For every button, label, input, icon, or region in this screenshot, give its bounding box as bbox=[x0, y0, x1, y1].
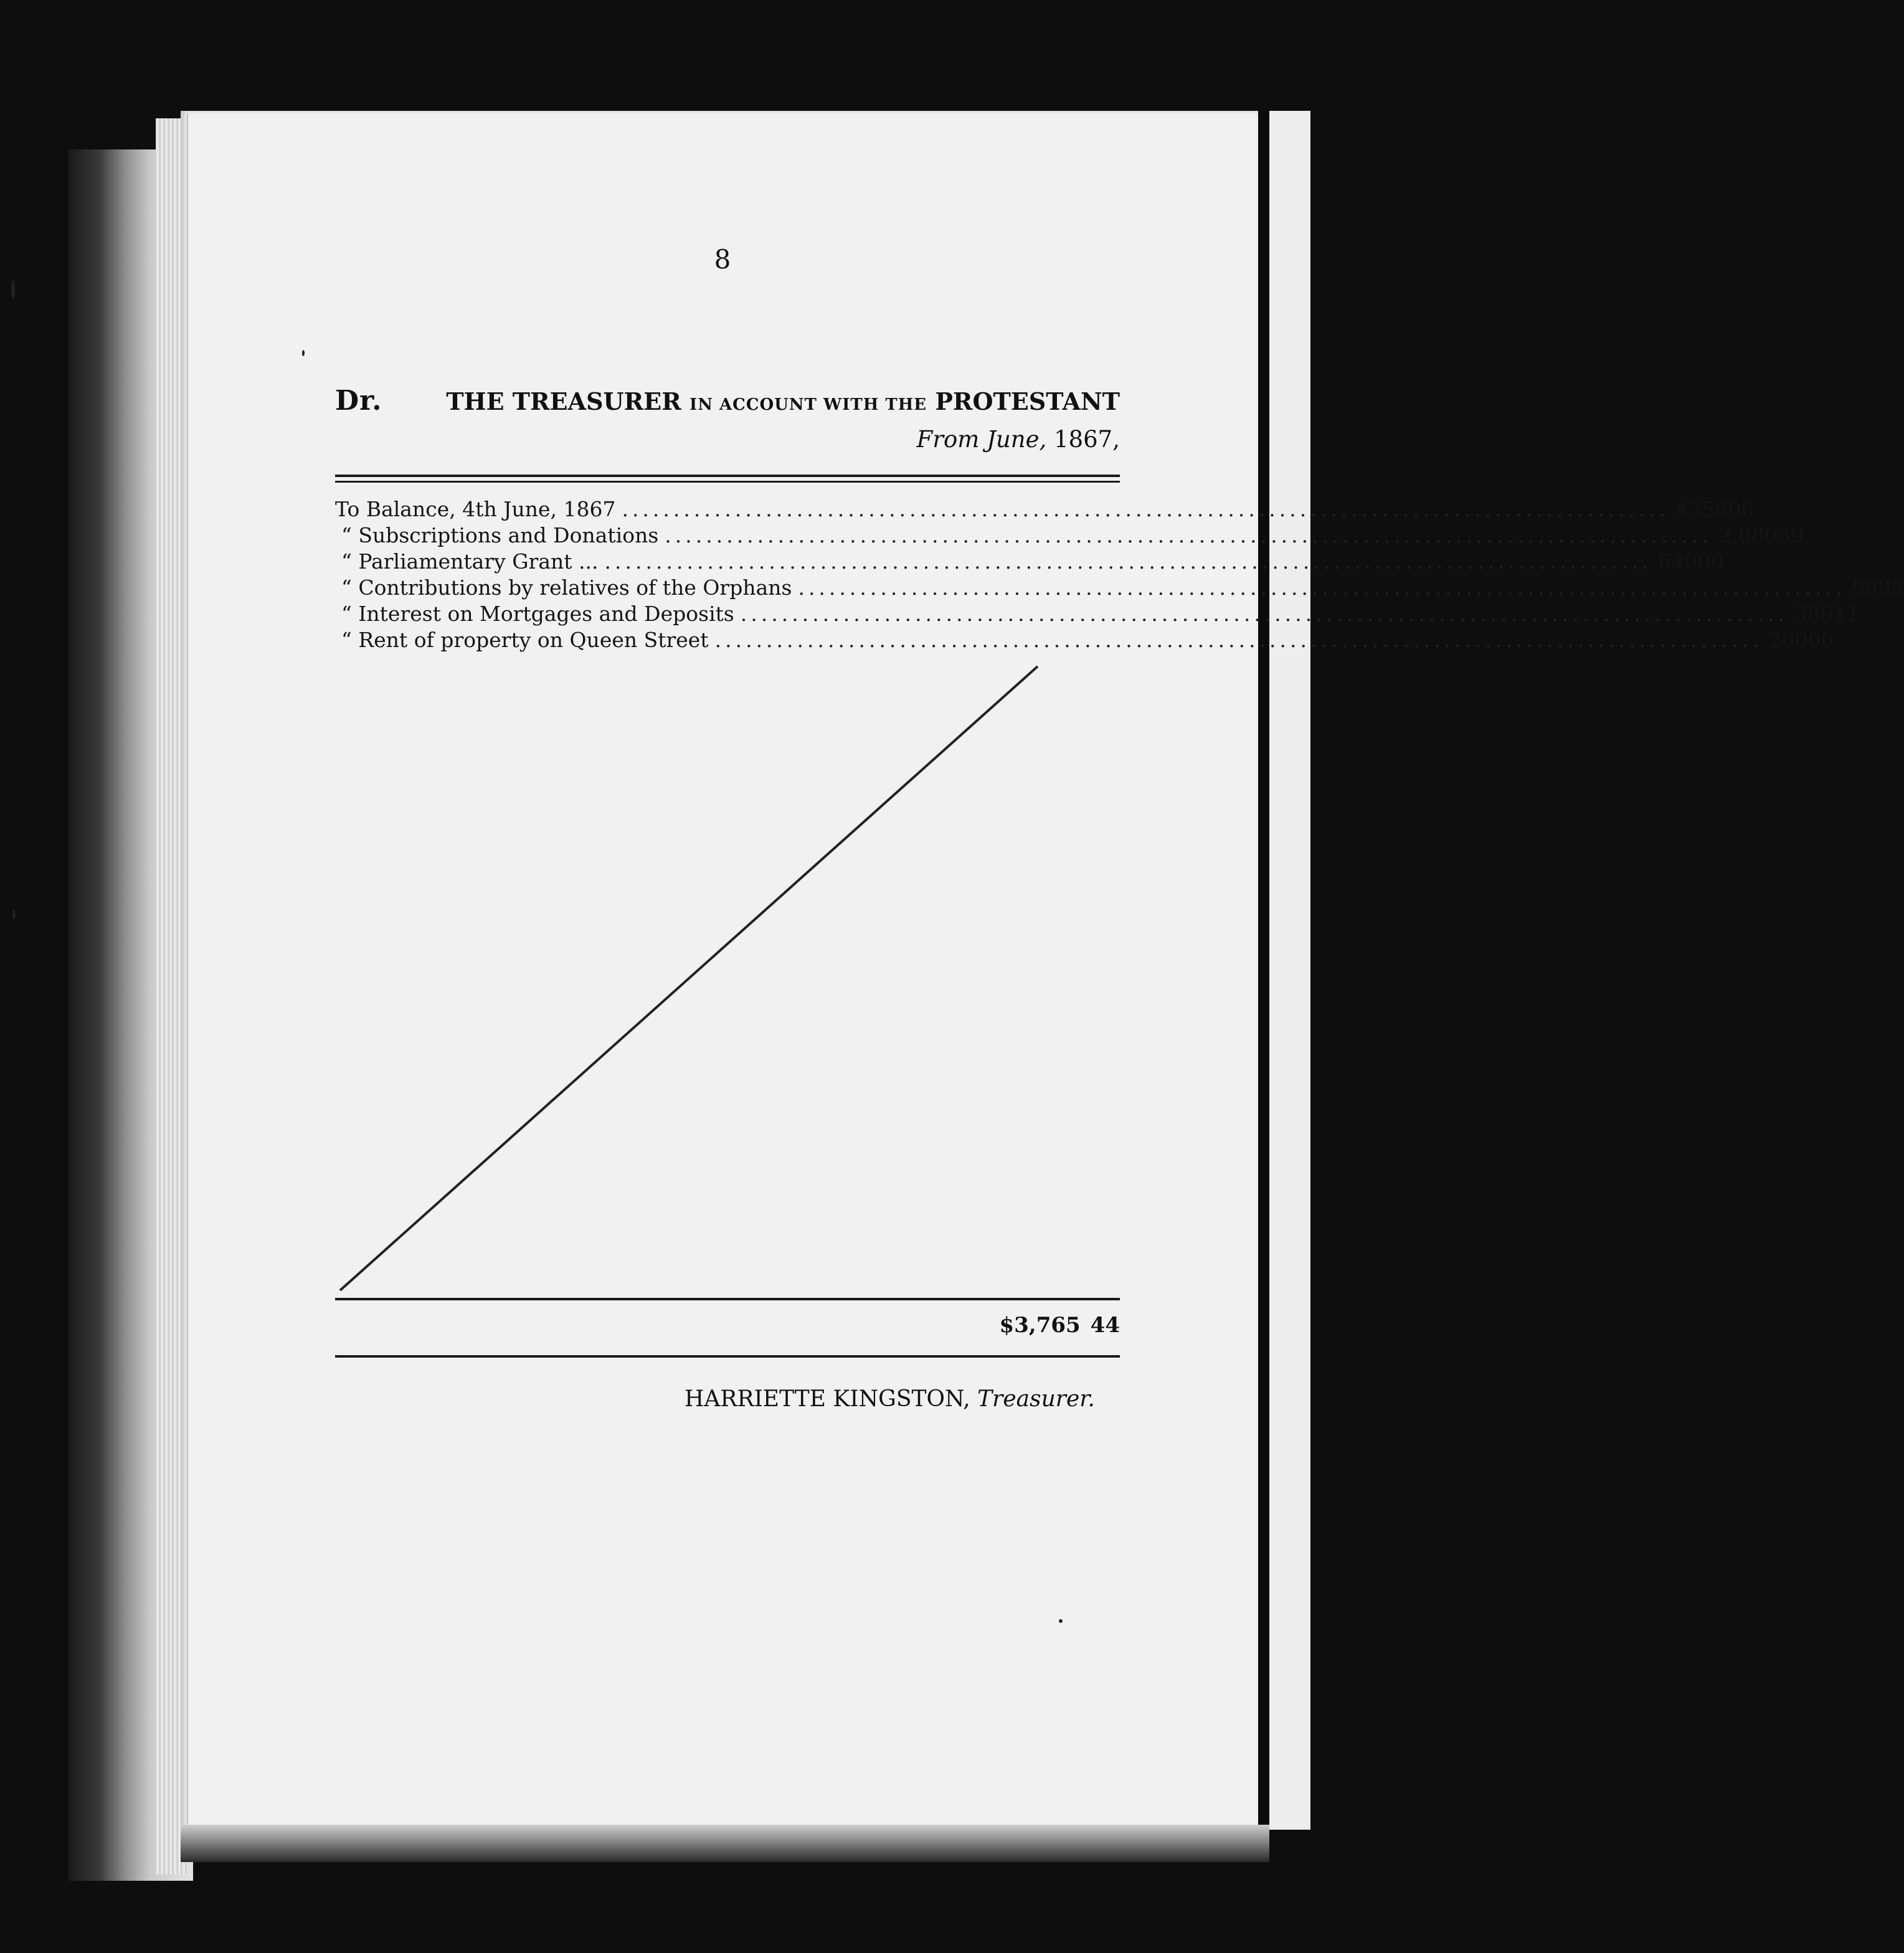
total-rule-bottom bbox=[335, 1355, 1120, 1358]
entry-amount: 2,080 bbox=[1718, 523, 1778, 547]
entry-cents: 00 bbox=[1697, 549, 1724, 574]
total-amount: $3,765 bbox=[999, 1313, 1081, 1338]
period-year: 1867, bbox=[1054, 426, 1120, 453]
entry-text: Parliamentary Grant ... bbox=[358, 549, 599, 574]
entry-amount: $356 bbox=[1675, 497, 1728, 521]
title-treasurer: THE TREASURER bbox=[446, 387, 681, 415]
leader-dots: ...................................................................................................... bbox=[622, 497, 1670, 521]
entry-amount: 99 bbox=[1852, 575, 1878, 600]
ledger-total bbox=[1000, 1313, 1120, 1338]
entry-cents: 11 bbox=[1833, 602, 1860, 626]
title-in-account: IN ACCOUNT WITH THE bbox=[689, 395, 927, 414]
entry-prefix: “ bbox=[341, 602, 352, 626]
entry-amount: 200 bbox=[1768, 628, 1808, 652]
entry-amount: 640 bbox=[1658, 549, 1698, 574]
entry-text: Interest on Mortgages and Deposits bbox=[358, 602, 734, 626]
entry-cents: 88 bbox=[1878, 575, 1904, 600]
leader-dots: ...................................................................................................... bbox=[798, 575, 1846, 600]
entry-prefix: To bbox=[335, 497, 360, 521]
entry-cents: 39 bbox=[1777, 523, 1804, 547]
total-cents: 44 bbox=[1090, 1313, 1120, 1338]
debit-label: Dr. bbox=[335, 385, 382, 417]
entry-cents: 06 bbox=[1728, 497, 1755, 521]
total-rule-top bbox=[335, 1298, 1120, 1300]
leader-dots: ...................................................................................................... bbox=[740, 602, 1788, 626]
entry-prefix: “ bbox=[341, 523, 352, 547]
period-prefix: From June, bbox=[916, 426, 1047, 453]
leader-dots: ...................................................................................................... bbox=[604, 549, 1652, 574]
title-protestant: PROTESTANT bbox=[935, 387, 1120, 415]
entry-text: Subscriptions and Donations bbox=[358, 523, 659, 547]
page-number: 8 bbox=[714, 244, 731, 275]
entry-text: Contributions by relatives of the Orphans bbox=[358, 575, 792, 600]
leader-dots: ...................................................................................................... bbox=[714, 628, 1763, 652]
treasurer-signature bbox=[684, 1386, 1095, 1412]
entry-cents: 00 bbox=[1807, 628, 1834, 652]
diagonal-line bbox=[340, 666, 1038, 1290]
leader-dots: ...................................................................................................... bbox=[665, 523, 1713, 547]
entry-prefix: “ bbox=[341, 628, 352, 652]
entry-text: Balance, 4th June, 1867 bbox=[366, 497, 616, 521]
entry-prefix: “ bbox=[341, 549, 352, 574]
entry-text: Rent of property on Queen Street bbox=[358, 628, 709, 652]
entry-amount: 389 bbox=[1794, 602, 1834, 626]
signature-role: Treasurer. bbox=[977, 1386, 1095, 1412]
signature-name: HARRIETTE KINGSTON, bbox=[684, 1386, 970, 1412]
entry-prefix: “ bbox=[341, 575, 352, 600]
